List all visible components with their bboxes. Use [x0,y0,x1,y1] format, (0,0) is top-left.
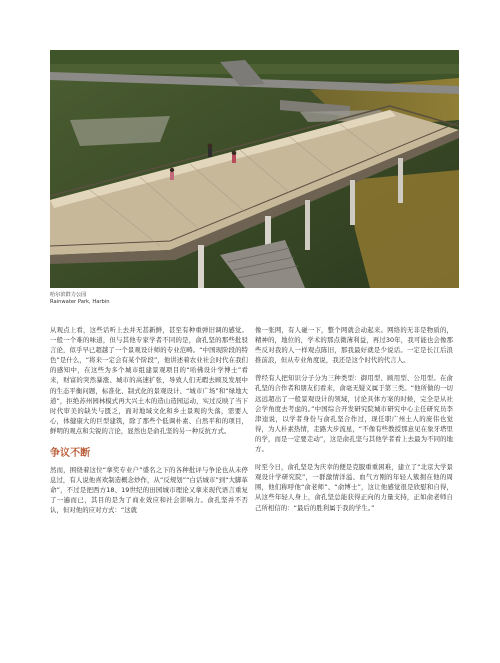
right-column [255,325,453,513]
left-paragraph-2: 然而，围绕着这位“拿奖专业户”盛名之下的各种批评与争论也从未停息过，有人说他喜欢制造概念炒作，从“反规划”“白话城市”到“大脚革命”，不过是把西方18、19世纪的田园城市理论又拿来现代语言重复了一遍而已，其目的是为了商业效应和社会影响力。俞孔坚并不否认，但对他的应对方式：“这就 [50,466,248,515]
left-paragraph-1: 从观点上看，这些话听上去并无甚新鲜，甚至有种重弹旧调的感觉。一般一个难的味道，但与其他专家学者不同的是，俞孔坚的那些批驳言论，似乎早已超越了一个景观设计师的专业范畴。“中国现阶段的特色”是什么，“将来一定会有某个阶段”，他讲述着农业社会时代在我们的感知中，在这些为多个城市组建景观项目的“哈佛设计学博士”看来，财富的突然暴涨、城市的高速扩张，导致人们无暇去顾及发展中的生态平衡问题，标准化、制式化的景观设计、“城市广场”和“绿地大道”，拒绝苏州园林模式再大兴土木的造山造园运动，实过反映了当下时代审美的缺失与匮乏，面对地域文化和乡土景观的失落，需要人心，体健康大的巨型建筑，除了那些个低调朴素、自然平和的项目，鲜明的观点和尖锐的言论，显然也是俞孔坚的另一种反抗方式。 [50,326,248,435]
right-paragraph-3: 时至今日，俞孔坚是为庆幸的便是克服重重困难，建立了“北京大学景观设计学研究院”，一群激情洋溢、血气方刚的年轻人簇拥在他的周围，他们称呼他“俞老师”、“俞博士”，这让他感觉很是欣慰和自得，从这些年轻人身上，俞孔坚总能获得正向的力量支持，正如俞老师自己所相信的：“最后的胜利属于我的学生。” [255,463,453,512]
caption-chinese: 哈尔滨群力公园 [50,292,87,298]
caption-english: Rainwater Park, Harbin [50,299,110,305]
rainwater-park-photo [50,50,459,288]
right-paragraph-2: 曾经有人把知识分子分为三种类型：御用型、顾用型、公用型。在俞孔坚的合作者和朋友们看来，俞毫无疑义属于第三类。“他所做的一切远远超出了一般景观设计的领域，讨论具体方案的时候，完全是从社会学角度去考虑的。”中国综合开发研究院城市研究中心主任研究员李津逵说，以学者身份与俞孔坚合作过，现任职广州土人的庞伟也觉得，为人朴素热情，走路大步流星，“不像有些教授那意见在象牙塔里的学，而是一定要走动”，这是俞孔坚与其他学者看上去最为不同的地方。 [255,374,453,454]
park-illustration [50,50,459,288]
left-column [50,325,248,516]
section-heading: 争议不断 [50,448,91,460]
photo-caption [50,292,250,306]
right-paragraph-1: 像一张网，有人碰一下，整个网就会动起来。网络的无非是物质的，精神的，地位的，学术的那点微薄利益，再过30年，我可能也会像那些反对我的人一样观点陈旧，那我最好就是少说话。一定是长江后浪推前浪，但从专业角度说，我还是这个时代的代言人。 [255,326,453,365]
